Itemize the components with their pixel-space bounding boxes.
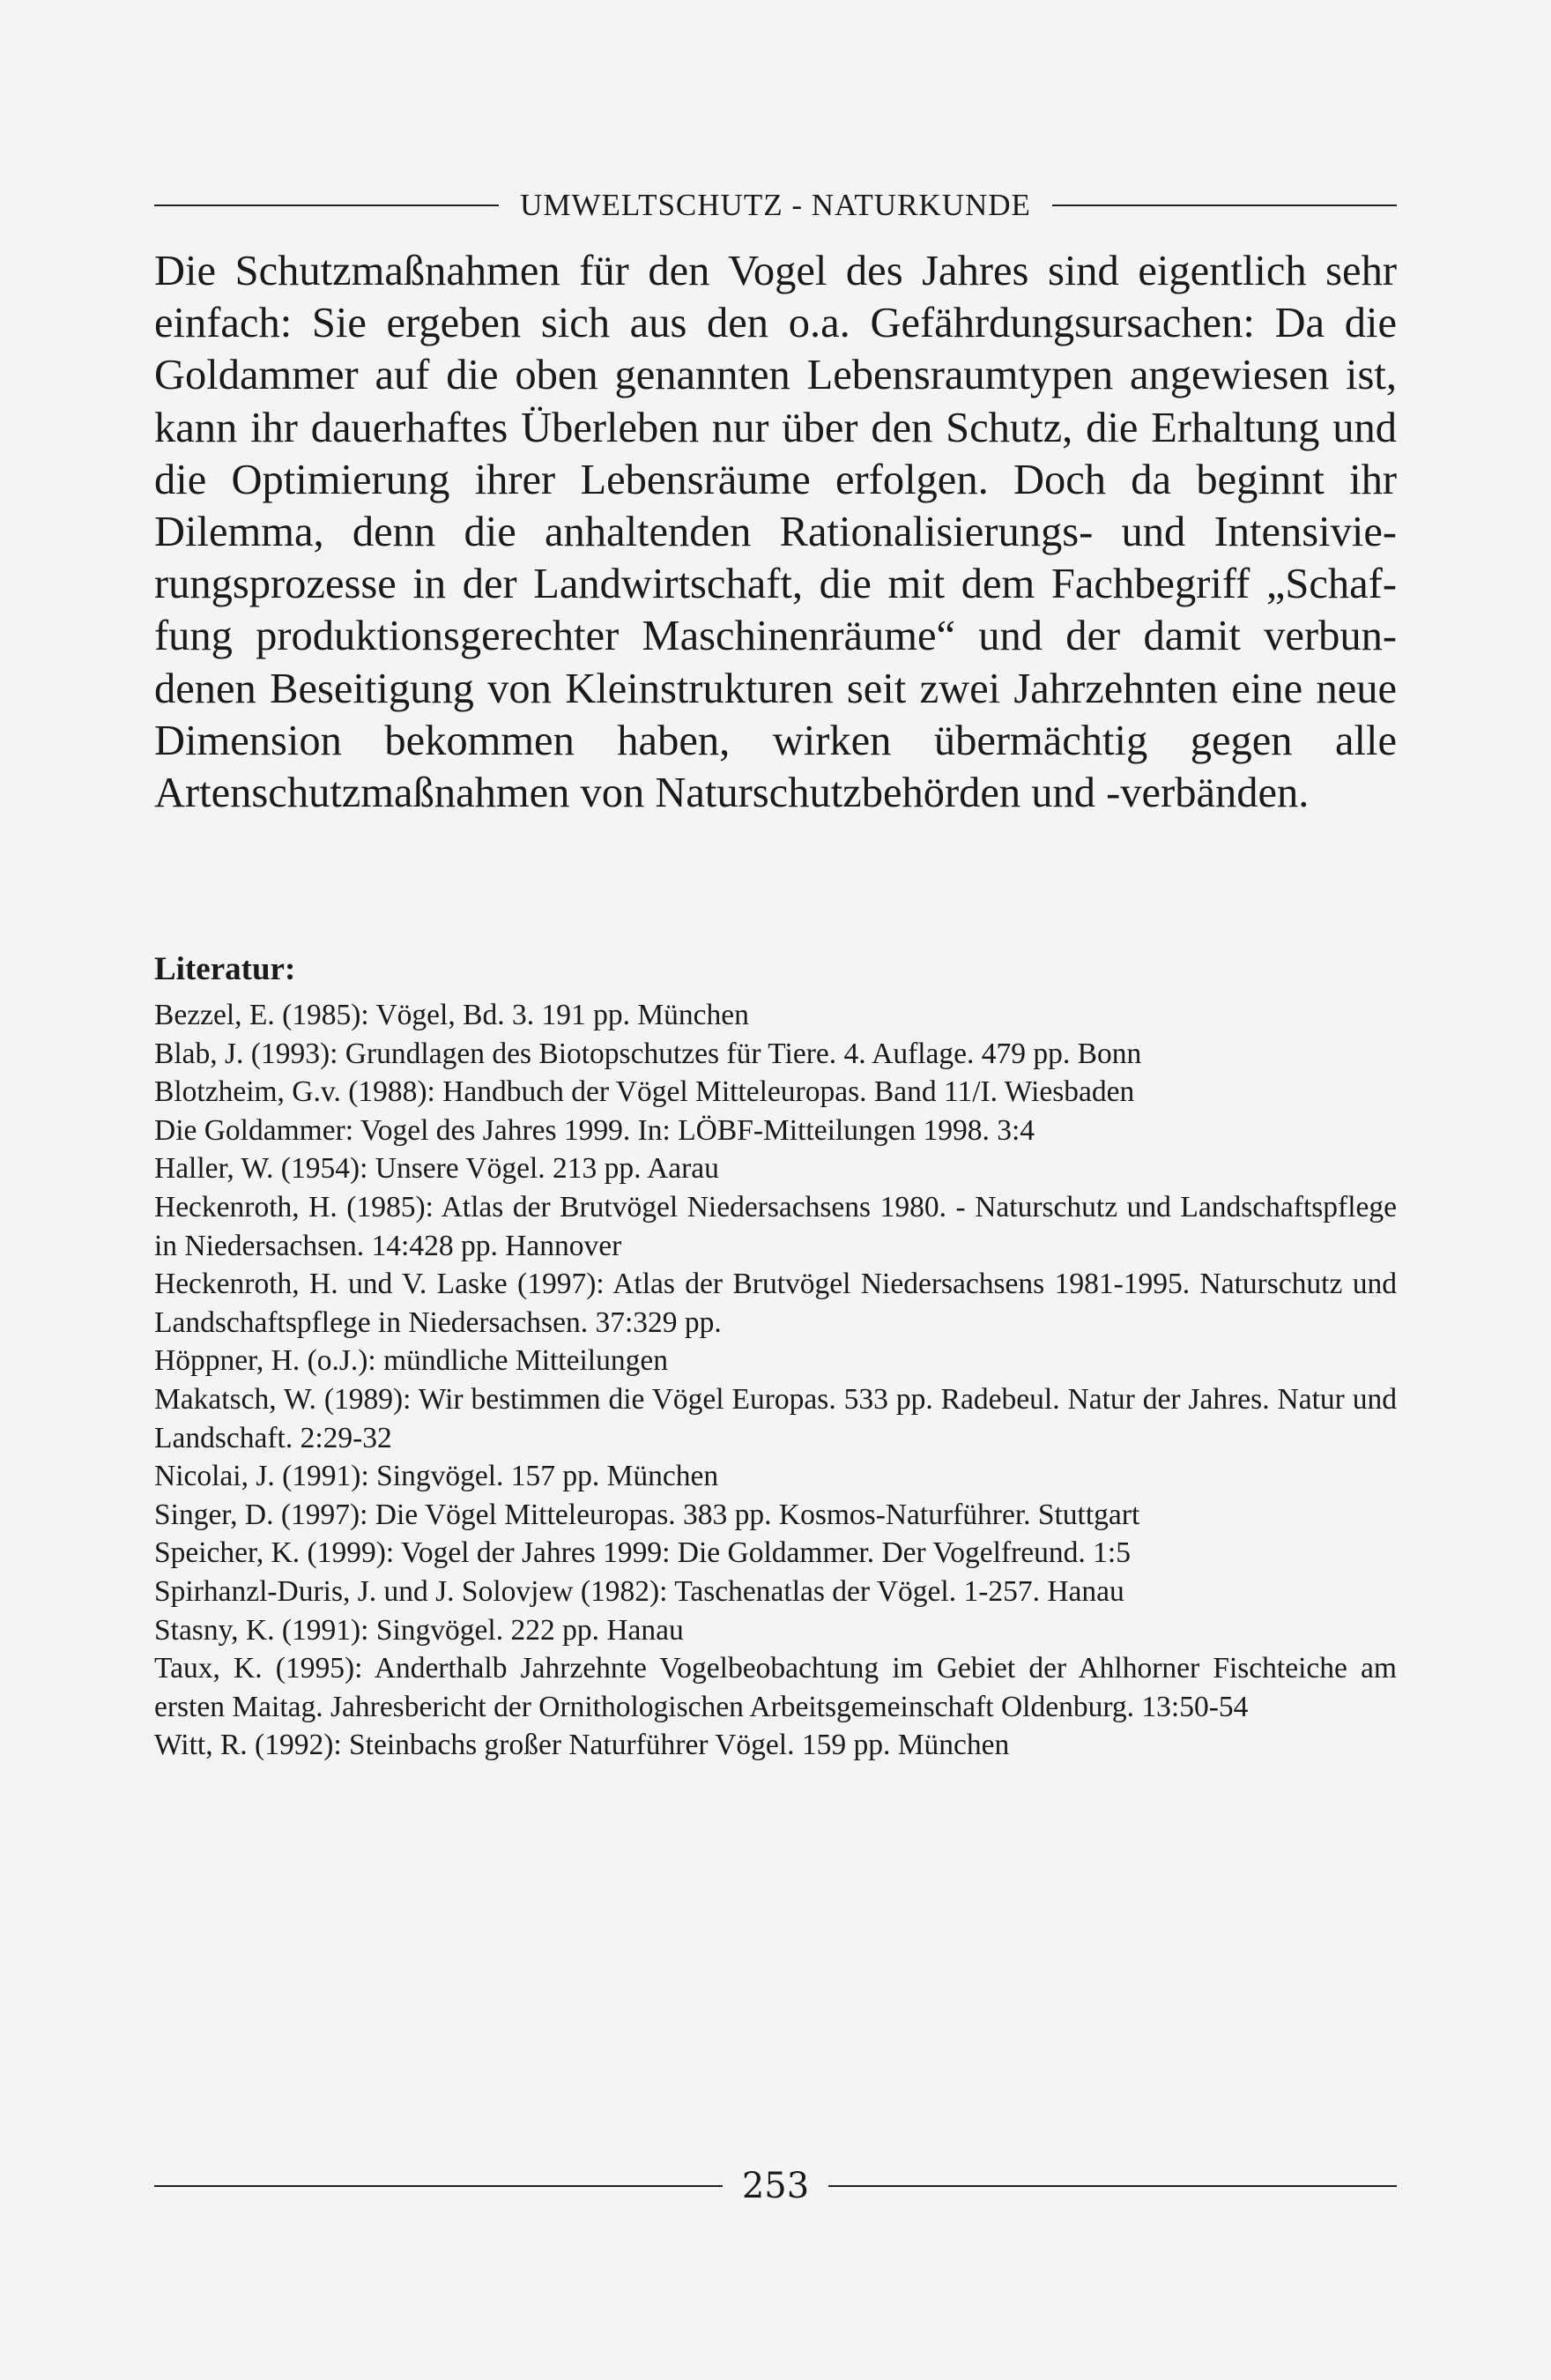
reference-item: Makatsch, W. (1989): Wir bestimmen die Vögel Europas. 533 pp. Radebeul. Natur der Jahres. Natur und Landschaft. 2:29-32 — [154, 1382, 1397, 1454]
reference-item: Heckenroth, H. (1985): Atlas der Brutvögel Niedersachsens 1980. - Naturschutz und Landschaftspflege in Niedersachsen. 14:428 pp. Hannover — [154, 1190, 1397, 1262]
header-rule-right — [1052, 205, 1397, 206]
literature-heading: Literatur: — [154, 951, 296, 987]
reference-item: Blab, J. (1993): Grundlagen des Biotopschutzes für Tiere. 4. Auflage. 479 pp. Bonn — [154, 1037, 1142, 1070]
reference-item: Singer, D. (1997): Die Vögel Mitteleuropas. 383 pp. Kosmos-Naturführer. Stuttgart — [154, 1498, 1140, 1531]
reference-item: Heckenroth, H. und V. Laske (1997): Atlas der Brutvögel Niedersachsens 1981-1995. Naturschutz und Landschaftspflege in Niedersachsen. 37:329 pp. — [154, 1268, 1397, 1339]
reference-item: Bezzel, E. (1985): Vögel, Bd. 3. 191 pp. München — [154, 999, 749, 1031]
reference-item: Stasny, K. (1991): Singvögel. 222 pp. Hanau — [154, 1613, 684, 1647]
main-paragraph: Die Schutzmaßnahmen für den Vogel des Jahres sind eigentlich sehr einfach: Sie ergeben sich aus den o.a. Gefährdungsursachen: Da die Goldammer auf die oben genannten Lebensraumtypen angewiesen ist, kann ihr dauerhaftes Überleben nur über den Schutz, die Erhaltung und die Optimierung ihrer Lebensräume erfolgen. Doch da beginnt ihr Dilemma, denn die anhaltenden Rationalisierungs- und Intensivierungsprozesse in der Landwirtschaft, die mit dem Fachbegriff „Schaffung produktionsgerechter Maschinenräume“ und der damit verbundenen Beseitigung von Kleinstrukturen seit zwei Jahrzehnten eine neue Dimension bekommen haben, wirken übermächtig gegen alle Artenschutzmaßnahmen von Naturschutzbehörden und -verbänden. — [154, 248, 1397, 817]
reference-item: Haller, W. (1954): Unsere Vögel. 213 pp. Aarau — [154, 1152, 719, 1186]
reference-item: Speicher, K. (1999): Vogel der Jahres 1999: Die Goldammer. Der Vogelfreund. 1:5 — [154, 1536, 1131, 1570]
header-rule-left — [154, 205, 499, 206]
reference-item: Spirhanzl-Duris, J. und J. Solovjew (1982): Taschenatlas der Vögel. 1-257. Hanau — [154, 1574, 1124, 1608]
footer-rule-right — [828, 2185, 1397, 2187]
page-footer — [154, 2160, 1397, 2213]
reference-list — [154, 996, 1397, 1765]
reference-item: Taux, K. (1995): Anderthalb Jahrzehnte Vogelbeobachtung im Gebiet der Ahlhorner Fischteiche am ersten Maitag. Jahresbericht der Ornithologischen Arbeitsgemeinschaft Oldenburg. 13:50-54 — [154, 1652, 1397, 1723]
reference-item: Nicolai, J. (1991): Singvögel. 157 pp. München — [154, 1460, 719, 1493]
reference-item: Höppner, H. (o.J.): mündliche Mitteilungen — [154, 1344, 668, 1378]
reference-item: Blotzheim, G.v. (1988): Handbuch der Vögel Mitteleuropas. Band 11/I. Wiesbaden — [154, 1075, 1135, 1109]
footer-rule-left — [154, 2185, 723, 2187]
running-header — [154, 188, 1397, 223]
reference-item: Witt, R. (1992): Steinbachs großer Naturführer Vögel. 159 pp. München — [154, 1729, 1010, 1762]
reference-item: Die Goldammer: Vogel des Jahres 1999. In: LÖBF-Mitteilungen 1998. 3:4 — [154, 1113, 1035, 1147]
running-header-title: UMWELTSCHUTZ - NATURKUNDE — [520, 188, 1031, 222]
page-number: 253 — [741, 2166, 810, 2206]
